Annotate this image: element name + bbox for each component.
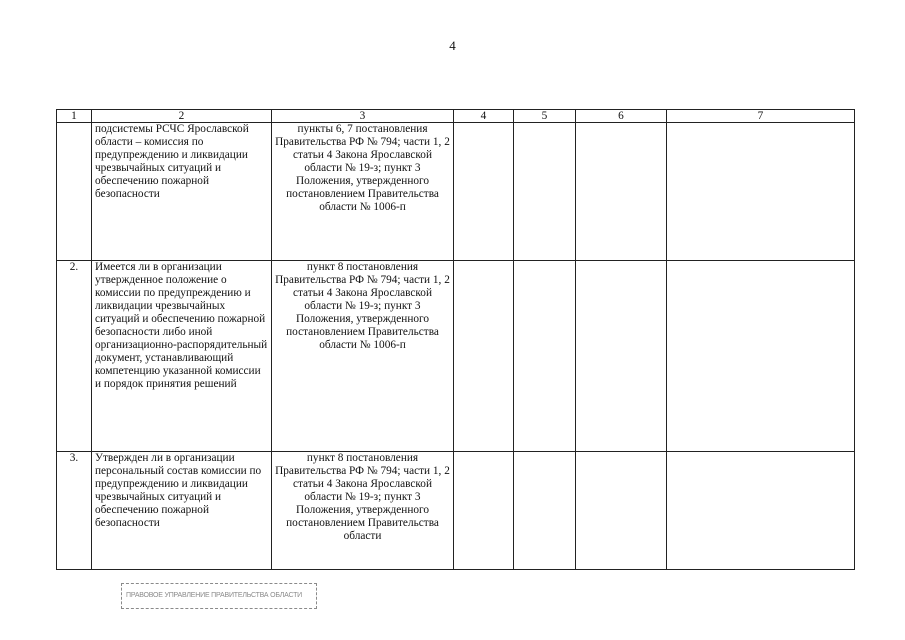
answer-cell	[576, 261, 667, 452]
answer-cell	[576, 452, 667, 570]
question-cell: Имеется ли в организации утвержденное положение о комиссии по предупреждению и ликвидации чрезвычайных ситуаций и обеспечению пожарной безопасности либо иной организационно-распорядительный документ, устанавливающий компетенцию указанной комиссии и порядок принятия решений	[92, 261, 272, 452]
checklist-table	[56, 109, 855, 570]
row-number	[57, 123, 92, 261]
answer-cell	[454, 261, 514, 452]
header-cell: 1	[57, 110, 92, 123]
note-cell	[667, 452, 855, 570]
note-cell	[667, 123, 855, 261]
table-row	[57, 123, 855, 261]
table-row	[57, 261, 855, 452]
note-cell	[667, 261, 855, 452]
legal-basis-cell: пункты 6, 7 постановления Правительства РФ № 794; части 1, 2 статьи 4 Закона Ярославской области № 19-з; пункт 3 Положения, утвержденного постановлением Правительства области № 1006-п	[272, 123, 454, 261]
legal-basis-cell: пункт 8 постановления Правительства РФ № 794; части 1, 2 статьи 4 Закона Ярославской области № 19-з; пункт 3 Положения, утвержденного постановлением Правительства области № 1006-п	[272, 261, 454, 452]
header-row	[57, 110, 855, 123]
legal-department-stamp: ПРАВОВОЕ УПРАВЛЕНИЕ ПРАВИТЕЛЬСТВА ОБЛАСТИ	[121, 583, 317, 609]
answer-cell	[454, 123, 514, 261]
header-cell: 3	[272, 110, 454, 123]
answer-cell	[576, 123, 667, 261]
header-cell: 5	[514, 110, 576, 123]
row-number: 3.	[57, 452, 92, 570]
table-row	[57, 452, 855, 570]
header-cell: 2	[92, 110, 272, 123]
answer-cell	[454, 452, 514, 570]
page-number: 4	[449, 38, 456, 53]
question-cell: подсистемы РСЧС Ярославской области – комиссия по предупреждению и ликвидации чрезвычайных ситуаций и обеспечению пожарной безопасности	[92, 123, 272, 261]
answer-cell	[514, 123, 576, 261]
answer-cell	[514, 452, 576, 570]
header-cell: 7	[667, 110, 855, 123]
row-number: 2.	[57, 261, 92, 452]
answer-cell	[514, 261, 576, 452]
header-cell: 4	[454, 110, 514, 123]
question-cell: Утвержден ли в организации персональный состав комиссии по предупреждению и ликвидации чрезвычайных ситуаций и обеспечению пожарной безопасности	[92, 452, 272, 570]
header-cell: 6	[576, 110, 667, 123]
legal-basis-cell: пункт 8 постановления Правительства РФ № 794; части 1, 2 статьи 4 Закона Ярославской области № 19-з; пункт 3 Положения, утвержденного постановлением Правительства области	[272, 452, 454, 570]
